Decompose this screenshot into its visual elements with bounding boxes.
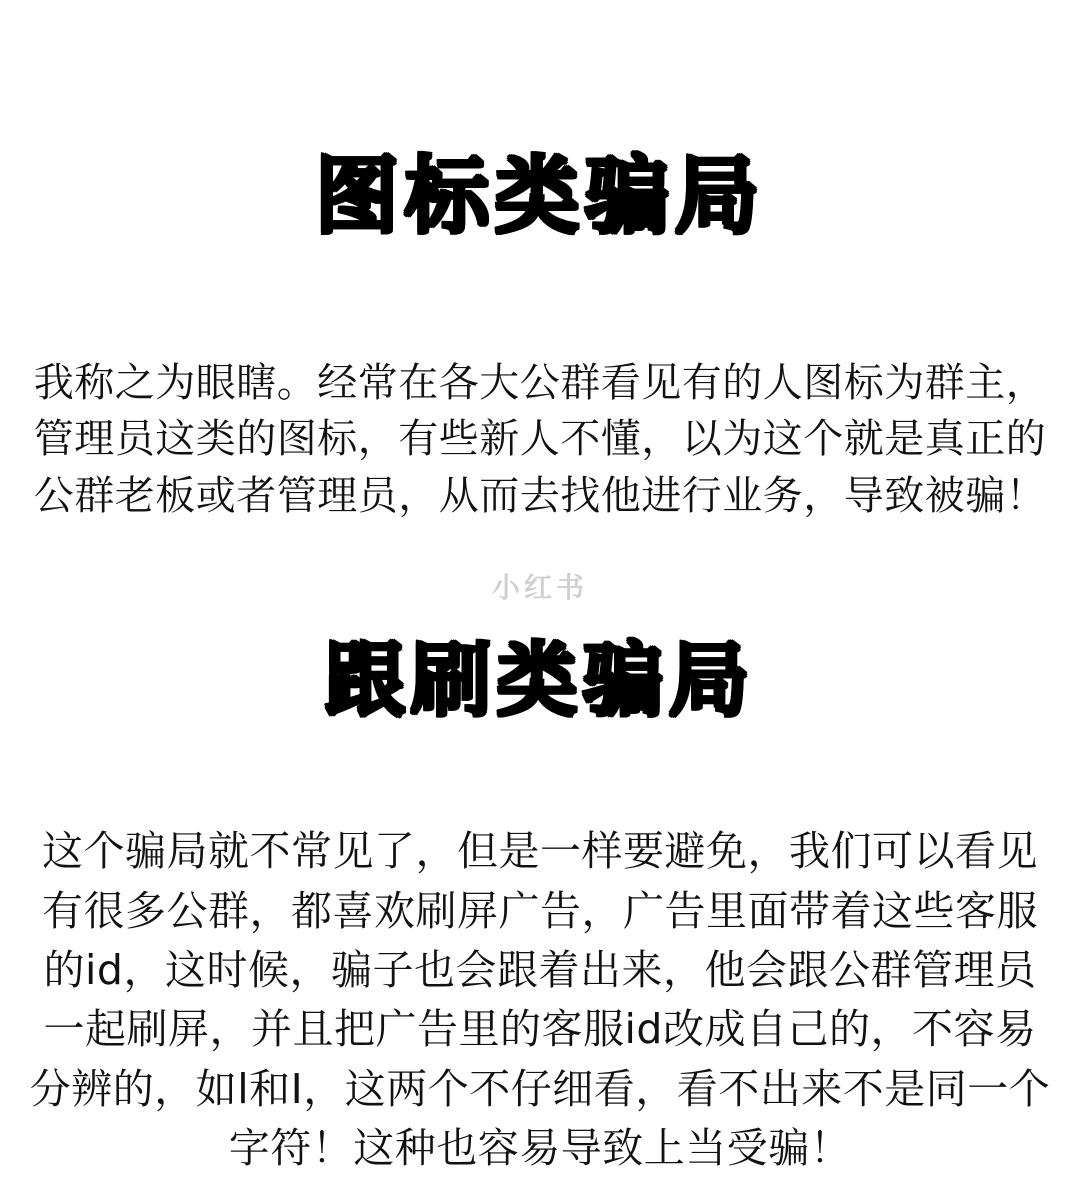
document-page xyxy=(0,56,1080,1173)
section-follow-spam-scam xyxy=(24,579,1056,1179)
section-body-follow-spam-scam: 这个骗局就不常见了，但是一样要避免，我们可以看见有很多公群，都喜欢刷屏广告，广告里面带着这些客服的id，这时候，骗子也会跟着出来，他会跟公群管理员一起刷屏，并且把广告里的客服id改成自己的，不容易分辨的，如l和I，这两个不仔细看，看不出来不是同一个字符！这种也容易导致上当受骗！ xyxy=(29,827,1051,1173)
section-icon-scam xyxy=(24,56,1056,525)
section-heading-icon-scam: 图标类骗局 xyxy=(314,147,765,246)
section-body-icon-scam: 我称之为眼瞎。经常在各大公群看见有的人图标为群主，管理员这类的图标，有些新人不懂，以为这个就是真正的公群老板或者管理员，从而去找他进行业务，导致被骗！ xyxy=(33,359,1047,520)
section-heading-follow-spam-scam: 跟刷类骗局 xyxy=(325,633,755,727)
watermark: 小红书 xyxy=(491,571,588,605)
